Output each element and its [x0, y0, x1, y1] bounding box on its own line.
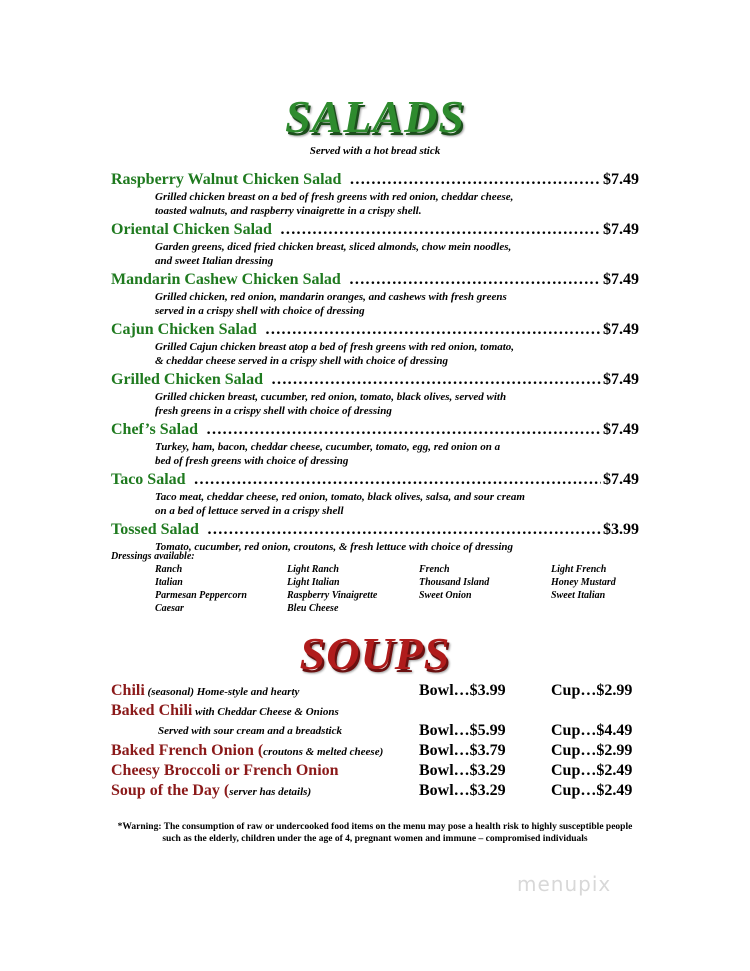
soups-title: SOUPS [299, 628, 451, 679]
dressings-label: Dressings available: [111, 551, 195, 562]
salad-price: $7.49 [603, 421, 639, 438]
bowl-price: Bowl…$3.29 [419, 762, 506, 779]
salad-description-line: Grilled chicken, red onion, mandarin oranges, and cashews with fresh greens [155, 291, 507, 303]
salads-title: SALADS [285, 91, 465, 142]
salad-description [155, 190, 595, 218]
salad-price: $7.49 [603, 471, 639, 488]
soup-name: Soup of the Day (server has details) [111, 782, 312, 799]
salad-item [111, 420, 639, 468]
salad-price: $7.49 [603, 171, 639, 188]
cup-price: Cup…$4.49 [551, 722, 633, 739]
salad-name: Mandarin Cashew Chicken Salad [111, 271, 341, 288]
salad-name: Taco Salad [111, 471, 186, 488]
soup-serving-note: Served with sour cream and a breadstick [158, 725, 342, 737]
salad-description-line: bed of fresh greens with choice of dressing [155, 455, 349, 467]
salad-description-line: toasted walnuts, and raspberry vinaigrette in a crispy shell. [155, 205, 422, 217]
soup-list [111, 681, 651, 801]
salad-description-line: Grilled chicken breast on a bed of fresh greens with red onion, cheddar cheese, [155, 191, 514, 203]
dressing-option: Ranch [155, 564, 183, 575]
dressings-section [111, 550, 671, 615]
dot-leader [265, 320, 601, 340]
dressing-option: Light Italian [287, 577, 340, 588]
salad-description-line: served in a crispy shell with choice of dressing [155, 305, 365, 317]
soup-name: Chili (seasonal) Home-style and hearty [111, 682, 300, 699]
cup-price: Cup…$2.49 [551, 762, 633, 779]
dressing-option: Light Ranch [287, 564, 339, 575]
soup-name: Baked French Onion (croutons & melted cheese) [111, 742, 384, 759]
soup-row [111, 741, 651, 761]
bowl-price: Bowl…$3.29 [419, 782, 506, 799]
dressing-option: Caesar [155, 603, 184, 614]
salad-price: $3.99 [603, 521, 639, 538]
salad-name: Raspberry Walnut Chicken Salad [111, 171, 342, 188]
health-warning: *Warning: The consumption of raw or undercooked food items on the menu may pose a health risk to highly susceptible people such as the elderly, children under the age of 4, pregnant women and immune – compromised individuals [117, 822, 633, 844]
dressing-option: Bleu Cheese [287, 603, 339, 614]
salad-item [111, 370, 639, 418]
soup-note: with Cheddar Cheese & Onions [192, 706, 339, 718]
salad-price: $7.49 [603, 221, 639, 238]
dot-leader [194, 470, 601, 490]
salad-description-line: & cheddar cheese served in a crispy shell with choice of dressing [155, 355, 449, 367]
salad-description-line: Turkey, ham, bacon, cheddar cheese, cucumber, tomato, egg, red onion on a [155, 441, 501, 453]
soup-note: croutons & melted cheese) [263, 746, 384, 758]
salad-item [111, 220, 639, 268]
dressing-option: Sweet Italian [551, 590, 606, 601]
dot-leader [206, 420, 601, 440]
bowl-price: Bowl…$5.99 [419, 722, 506, 739]
soup-row [111, 681, 651, 701]
salad-description [155, 490, 595, 518]
salad-description-line: and sweet Italian dressing [155, 255, 274, 267]
dot-leader [271, 370, 601, 390]
dressing-option: Parmesan Peppercorn [155, 590, 247, 601]
cup-price: Cup…$2.99 [551, 682, 633, 699]
watermark-logo: menupix [517, 872, 612, 896]
salad-description-line: on a bed of lettuce served in a crispy shell [155, 505, 344, 517]
dressing-option: Thousand Island [419, 577, 490, 588]
soup-note: server has details) [229, 786, 312, 798]
salad-item [111, 320, 639, 368]
salad-description [155, 290, 595, 318]
dressing-option: Raspberry Vinaigrette [287, 590, 378, 601]
soup-name: Cheesy Broccoli or French Onion [111, 762, 339, 779]
salad-description-line: fresh greens in a crispy shell with choice of dressing [155, 405, 392, 417]
salad-description-line: Grilled chicken breast, cucumber, red onion, tomato, black olives, served with [155, 391, 507, 403]
bowl-price: Bowl…$3.99 [419, 682, 506, 699]
salad-description-line: Garden greens, diced fried chicken breast, sliced almonds, chow mein noodles, [155, 241, 512, 253]
salad-description-line: Tomato, cucumber, red onion, croutons, & fresh lettuce with choice of dressing [155, 541, 514, 553]
dot-leader [349, 270, 601, 290]
dot-leader [280, 220, 601, 240]
salad-item [111, 170, 639, 218]
salad-description [155, 390, 595, 418]
salad-name: Cajun Chicken Salad [111, 321, 257, 338]
soup-row [111, 701, 651, 721]
dressing-option: Sweet Onion [419, 590, 472, 601]
cup-price: Cup…$2.99 [551, 742, 633, 759]
soup-name: Baked Chili with Cheddar Cheese & Onions [111, 702, 339, 719]
dot-leader [349, 170, 601, 190]
salads-subtitle: Served with a hot bread stick [309, 145, 441, 157]
salad-description [155, 340, 595, 368]
soup-row [111, 761, 651, 781]
soup-row [111, 781, 651, 801]
dressing-option: Light French [551, 564, 607, 575]
salad-name: Tossed Salad [111, 521, 199, 538]
dressing-option: Italian [155, 577, 183, 588]
dressing-option: French [419, 564, 450, 575]
soup-row [111, 721, 651, 741]
salad-description [155, 440, 595, 468]
salad-description-line: Taco meat, cheddar cheese, red onion, tomato, black olives, salsa, and sour cream [155, 491, 525, 503]
salad-item [111, 470, 639, 518]
salad-price: $7.49 [603, 321, 639, 338]
salad-description-line: Grilled Cajun chicken breast atop a bed of fresh greens with red onion, tomato, [155, 341, 515, 353]
cup-price: Cup…$2.49 [551, 782, 633, 799]
dot-leader [207, 520, 601, 540]
salad-list [111, 170, 639, 556]
salad-item [111, 520, 639, 554]
salad-name: Grilled Chicken Salad [111, 371, 264, 388]
bowl-price: Bowl…$3.79 [419, 742, 506, 759]
salad-price: $7.49 [603, 371, 639, 388]
soup-note: (seasonal) Home-style and hearty [144, 686, 300, 698]
salad-description [155, 240, 595, 268]
salad-price: $7.49 [603, 271, 639, 288]
salad-item [111, 270, 639, 318]
salad-name: Chef’s Salad [111, 421, 198, 438]
dressing-grid [155, 563, 671, 615]
salad-name: Oriental Chicken Salad [111, 221, 272, 238]
dressing-option: Honey Mustard [551, 577, 616, 588]
